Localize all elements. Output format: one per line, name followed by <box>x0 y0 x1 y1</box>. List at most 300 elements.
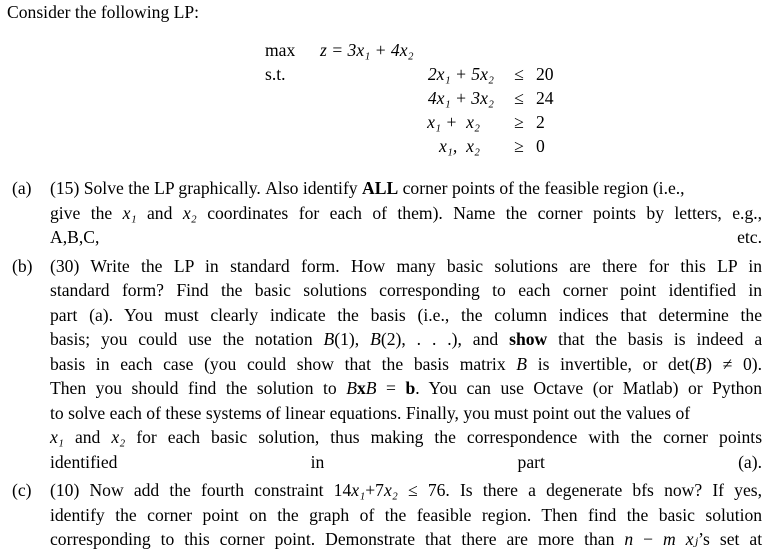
word <box>374 505 384 525</box>
word <box>239 505 249 525</box>
word: solution, <box>258 427 320 447</box>
text-line <box>50 478 762 503</box>
word <box>79 256 90 276</box>
word <box>737 256 748 276</box>
word <box>471 505 481 525</box>
word <box>421 329 432 349</box>
word: the <box>115 504 137 525</box>
word: are <box>506 529 528 549</box>
word: you <box>100 329 128 349</box>
word <box>743 329 754 349</box>
word: (you <box>204 353 237 374</box>
math-symbol <box>351 480 365 500</box>
word <box>177 329 188 349</box>
word: show <box>296 353 334 374</box>
word: of <box>146 402 161 423</box>
word: constraint <box>254 480 324 500</box>
word: the <box>434 427 456 447</box>
word <box>178 378 188 398</box>
constraint-row <box>265 110 554 134</box>
word <box>577 427 588 447</box>
word <box>403 354 414 374</box>
word <box>164 280 176 300</box>
word <box>451 529 461 549</box>
text-segment: identified in part (a). <box>50 451 762 472</box>
word <box>724 480 734 500</box>
word: of <box>675 402 691 423</box>
text-line <box>50 327 762 352</box>
word <box>547 305 559 325</box>
word <box>340 256 351 276</box>
word <box>669 256 680 276</box>
word <box>527 354 538 374</box>
text-line <box>50 527 762 552</box>
word: basis <box>627 329 663 349</box>
word <box>664 203 674 223</box>
word: matrix <box>459 353 506 374</box>
word: x₂ <box>182 202 197 223</box>
word: point <box>202 504 239 525</box>
word: 14 <box>333 480 352 500</box>
word <box>712 354 723 374</box>
word: basis <box>370 304 406 325</box>
text-line <box>50 450 762 475</box>
word: determine <box>658 304 729 325</box>
text-segment <box>365 480 384 500</box>
word <box>443 203 453 223</box>
text-line <box>50 201 762 226</box>
word: basis <box>50 353 86 374</box>
word: that <box>558 329 585 349</box>
word: Python <box>712 378 762 398</box>
word: Find <box>176 280 209 300</box>
word: now? <box>664 480 703 500</box>
word <box>151 529 161 549</box>
word <box>100 427 111 447</box>
word <box>199 305 211 325</box>
word: ALL <box>362 178 399 198</box>
text-segment <box>334 329 370 349</box>
constraint-relation: ≤ <box>514 64 524 84</box>
word: values <box>626 402 672 423</box>
word: at <box>749 529 763 549</box>
word: the <box>222 329 245 349</box>
word <box>436 256 447 276</box>
word: must <box>494 402 529 423</box>
word <box>194 256 205 276</box>
word <box>172 203 182 223</box>
word <box>197 203 207 223</box>
word: the <box>461 304 483 325</box>
word <box>583 203 593 223</box>
text-line <box>50 225 762 250</box>
word: . <box>415 378 420 398</box>
word: use <box>500 378 524 398</box>
word: point. <box>274 529 316 549</box>
word: that <box>344 353 371 374</box>
word <box>616 505 626 525</box>
word <box>406 505 416 525</box>
word: How <box>350 255 386 276</box>
word <box>244 329 255 349</box>
word <box>633 529 643 549</box>
math-symbol <box>516 354 527 374</box>
word <box>122 378 132 398</box>
word <box>739 529 749 549</box>
text-line <box>50 401 762 426</box>
word: basic <box>446 255 484 276</box>
word <box>337 378 347 398</box>
text-line <box>50 254 762 279</box>
word <box>267 505 277 525</box>
word: Finally, <box>405 402 459 423</box>
word <box>385 256 396 276</box>
word: the <box>128 178 150 198</box>
word: degenerate <box>546 480 623 500</box>
word: find <box>588 504 617 525</box>
word: the <box>740 304 763 325</box>
word <box>85 354 96 374</box>
word: B <box>346 378 357 398</box>
word: B <box>365 378 377 398</box>
word <box>547 329 558 349</box>
word: B <box>323 329 335 349</box>
word <box>678 378 688 398</box>
word: identify <box>302 178 358 198</box>
word: equations. <box>329 402 402 423</box>
word <box>286 354 297 374</box>
word: points <box>592 202 636 223</box>
word: to <box>160 529 175 549</box>
word <box>319 203 329 223</box>
math-symbol <box>663 529 676 549</box>
word <box>462 329 473 349</box>
word: and <box>472 329 499 349</box>
word <box>406 305 418 325</box>
word: there <box>602 255 638 276</box>
word: points <box>451 178 495 198</box>
word: add <box>133 480 160 500</box>
word <box>695 505 705 525</box>
math-symbol <box>370 329 381 349</box>
word: Write <box>90 255 130 276</box>
word <box>686 329 697 349</box>
question-part-label: (a) <box>12 178 32 198</box>
word: x₁ <box>50 427 64 447</box>
word <box>497 529 507 549</box>
word: standard <box>50 280 110 300</box>
word: (15) <box>50 178 80 198</box>
word: letters, <box>674 202 722 223</box>
word: these <box>165 402 202 423</box>
word <box>657 354 668 374</box>
word: x₂ <box>111 427 126 447</box>
text-line <box>50 278 762 303</box>
word: . <box>431 329 437 349</box>
text-segment <box>398 480 762 500</box>
word: corresponding <box>50 529 151 549</box>
word <box>86 378 96 398</box>
math-symbol <box>111 427 125 447</box>
text-segment <box>50 378 346 398</box>
word <box>127 329 138 349</box>
word: solution <box>705 504 763 525</box>
word <box>326 305 338 325</box>
word <box>153 305 165 325</box>
word: Then <box>50 378 87 398</box>
word <box>367 280 379 300</box>
word <box>456 427 467 447</box>
word <box>583 378 593 398</box>
word: point <box>532 402 569 423</box>
word: solution <box>256 378 314 398</box>
word <box>578 505 588 525</box>
word <box>614 529 624 549</box>
word: coordinates <box>207 202 289 223</box>
word <box>506 354 517 374</box>
word <box>483 256 494 276</box>
word: them). <box>397 202 443 223</box>
word <box>319 427 330 447</box>
word <box>334 354 345 374</box>
word: on <box>249 504 267 525</box>
word <box>124 480 134 500</box>
word: Matlab) <box>622 378 679 398</box>
word: this <box>184 529 210 549</box>
constraint-lhs: 2x₁ + 5x₂ <box>427 64 494 84</box>
text-line <box>50 503 762 528</box>
word: each <box>167 427 201 447</box>
word: systems <box>205 402 262 423</box>
word <box>637 256 648 276</box>
word <box>518 480 528 500</box>
word <box>648 505 658 525</box>
word <box>620 427 631 447</box>
word <box>636 203 646 223</box>
word: in <box>748 280 763 300</box>
word <box>112 203 122 223</box>
word <box>359 329 370 349</box>
word: If <box>712 480 725 500</box>
word: point <box>620 280 657 300</box>
word: corner <box>147 504 193 525</box>
word <box>349 505 359 525</box>
word: each <box>329 202 362 223</box>
word: of <box>266 402 281 423</box>
word: indices <box>558 304 609 325</box>
word <box>585 329 596 349</box>
word: graph <box>309 504 350 525</box>
word <box>449 305 461 325</box>
word <box>159 480 169 500</box>
word: bfs <box>632 480 654 500</box>
word: − <box>643 529 654 549</box>
text-segment <box>137 203 183 223</box>
word: Also <box>265 178 299 198</box>
constraint-relation: ≥ <box>514 136 524 156</box>
word <box>130 256 141 276</box>
word <box>216 378 226 398</box>
word: 0). <box>742 353 762 374</box>
word <box>174 529 184 549</box>
word: each <box>518 280 551 300</box>
word <box>732 354 743 374</box>
word <box>609 305 621 325</box>
word: is <box>673 329 686 349</box>
word: you <box>95 378 123 398</box>
nonnegativity-row <box>265 134 554 158</box>
word <box>90 329 101 349</box>
word <box>209 280 221 300</box>
word: set <box>719 529 740 549</box>
word <box>632 354 643 374</box>
word: the <box>141 255 163 276</box>
word <box>436 329 447 349</box>
text-segment <box>50 403 690 423</box>
word <box>676 529 686 549</box>
text-segment <box>398 178 684 198</box>
word <box>236 354 247 374</box>
word <box>591 256 602 276</box>
word: of <box>359 504 375 525</box>
word: graphically. <box>178 178 261 198</box>
word: LP <box>717 255 738 276</box>
word: this <box>680 255 706 276</box>
word: .), <box>447 329 462 349</box>
word: Is <box>459 480 473 500</box>
word <box>653 529 663 549</box>
word: (10) <box>50 480 80 500</box>
text-segment <box>50 354 516 374</box>
word: solve <box>68 402 106 423</box>
word: basic <box>211 427 248 447</box>
question-part-label: (b) <box>12 255 33 276</box>
word <box>524 378 534 398</box>
word <box>736 280 748 300</box>
bold-text <box>405 378 415 398</box>
word: (30) <box>50 255 80 276</box>
word <box>191 480 201 500</box>
word <box>360 427 371 447</box>
word: b <box>405 378 416 398</box>
text-segment <box>706 354 762 374</box>
word: points <box>719 427 763 447</box>
st-label: s.t. <box>265 64 286 84</box>
word: the <box>220 280 243 300</box>
word <box>299 505 309 525</box>
word: indeed <box>696 329 744 349</box>
word: notation <box>254 329 313 349</box>
constraint-rhs: 24 <box>536 88 554 108</box>
text-line <box>50 425 762 450</box>
word: basic <box>658 504 695 525</box>
word: identified <box>668 280 736 300</box>
text-segment <box>50 256 762 276</box>
math-symbol <box>50 427 64 447</box>
word: and <box>147 202 173 223</box>
word <box>313 329 324 349</box>
word: Octave <box>533 378 584 398</box>
text-segment <box>698 529 762 549</box>
word: use <box>188 329 212 349</box>
word: can <box>466 378 491 398</box>
word: column <box>494 304 548 325</box>
word: B <box>370 329 381 349</box>
word: . <box>416 329 422 349</box>
math-symbol <box>624 529 633 549</box>
word <box>415 529 425 549</box>
word: feasible <box>416 504 472 525</box>
word <box>362 203 372 223</box>
word: corner <box>562 280 608 300</box>
word: the <box>337 304 359 325</box>
word: B <box>695 353 707 374</box>
word: corner <box>219 529 265 549</box>
word: LP <box>173 255 194 276</box>
word: correspondence <box>466 427 578 447</box>
text-segment <box>50 203 123 223</box>
word <box>613 378 623 398</box>
text-line <box>50 352 762 377</box>
word: ) <box>706 353 712 374</box>
word <box>113 305 124 325</box>
word: Then <box>541 504 578 525</box>
word: x₂ <box>383 480 398 500</box>
word <box>125 427 136 447</box>
word: the <box>90 202 113 223</box>
text-line <box>50 376 762 401</box>
word: B <box>516 353 528 374</box>
word: x <box>356 378 366 398</box>
word: the <box>626 504 649 525</box>
word <box>506 280 518 300</box>
word: for <box>648 255 670 276</box>
word: (or <box>592 378 614 398</box>
word: thus <box>330 427 360 447</box>
word <box>157 427 168 447</box>
text-segment <box>64 427 111 447</box>
word: det( <box>667 353 696 374</box>
word: You <box>428 378 458 398</box>
word: Now <box>89 480 124 500</box>
word: the <box>630 427 653 447</box>
word <box>247 378 257 398</box>
text-segment <box>50 329 324 349</box>
word <box>549 354 560 374</box>
word <box>617 329 628 349</box>
word: LP <box>154 178 174 198</box>
word: corner <box>663 427 709 447</box>
word: a <box>754 329 763 349</box>
word: the <box>381 353 404 374</box>
word: there <box>482 480 518 500</box>
word: in <box>748 255 763 276</box>
word <box>377 378 387 398</box>
word: basic <box>254 280 291 300</box>
word <box>418 480 428 500</box>
word <box>79 480 89 500</box>
text-segment <box>50 505 762 525</box>
intro-text: Consider the following LP: <box>7 2 200 22</box>
word: the <box>169 480 191 500</box>
objective-row <box>265 38 554 62</box>
word <box>219 256 230 276</box>
word <box>64 427 75 447</box>
word: the <box>505 202 528 223</box>
word: Solve <box>83 178 124 198</box>
word: you <box>463 402 490 423</box>
math-symbol <box>346 378 357 398</box>
